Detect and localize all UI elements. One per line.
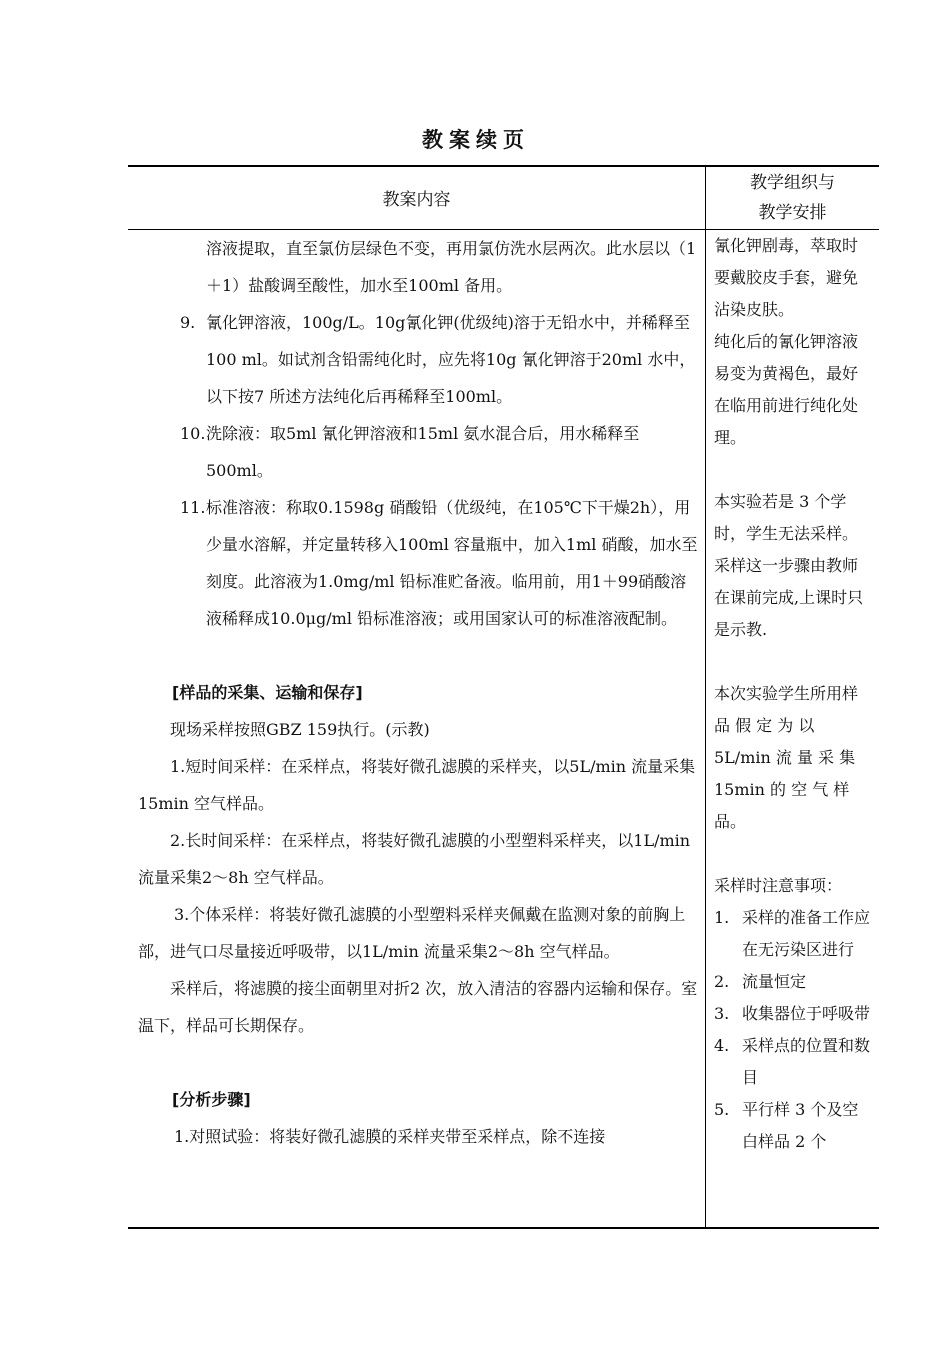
item-number: 9.: [180, 313, 196, 332]
attention-title: 采样时注意事项：: [714, 876, 843, 895]
list-item: 5. 平行样 3 个及空白样品 2 个: [714, 1100, 859, 1151]
item-text: 标准溶液：称取0.1598g 硝酸铅（优级纯，在105℃下干燥2h），用少量水溶解，并定量转移入100ml 容量瓶中，加入1ml 硝酸，加水至刻度。此溶液为1.0mg/ml 铅标准贮备液。临用前，用1＋99硝酸溶液稀释成10.0μg/ml 铅标准溶液；或用国家认可的标准溶液配制。: [206, 498, 698, 628]
list-item: 1. 采样的准备工作应在无污染区进行: [714, 908, 871, 959]
reagent-item-9: [138, 304, 698, 415]
continuation-paragraph: 溶液提取，直至氯仿层绿色不变，再用氯仿洗水层两次。此水层以（1＋1）盐酸调至酸性，加水至100ml 备用。: [206, 239, 697, 295]
page-title: 教案续页: [422, 127, 530, 152]
table-bottom-rule: [128, 1227, 879, 1229]
analysis-first-step: 1.对照试验：将装好微孔滤膜的采样夹带至采样点，除不连接: [174, 1127, 606, 1146]
lesson-content: [138, 230, 698, 1155]
content-column-header: 教案内容: [382, 190, 451, 210]
list-item: 4. 采样点的位置和数目: [714, 1036, 871, 1087]
sampling-heading: [样品的采集、运输和保存]: [172, 683, 363, 702]
item-text: 氰化钾溶液，100g/L。10g氰化钾(优级纯)溶于无铅水中，并稀释至100 ml。如试剂含铅需纯化时，应先将10g 氰化钾溶于20ml 水中，以下按7 所述方法纯化后再稀释至100ml。: [206, 313, 696, 406]
column-divider: [705, 166, 706, 1228]
sampling-personal: 3.个体采样：将装好微孔滤膜的小型塑料采样夹佩戴在监测对象的前胸上部，进气口尽量接近呼吸带，以1L/min 流量采集2～8h 空气样品。: [138, 905, 686, 961]
sampling-long-term: 2.长时间采样：在采样点，将装好微孔滤膜的小型塑料采样夹，以1L/min 流量采集2～8h 空气样品。: [138, 831, 691, 887]
list-item: 3. 收集器位于呼吸带: [714, 1004, 871, 1023]
item-number: 11.: [180, 498, 206, 517]
note-purified-solution: 纯化后的氰化钾溶液易变为黄褐色，最好在临用前进行纯化处理。: [714, 332, 859, 447]
note-sample-assumption: 本次实验学生所用样 品 假 定 为 以 5L/min 流 量 采 集 15min 的 空 气 样 品。: [714, 684, 859, 831]
reagent-item-11: [138, 489, 698, 637]
arrangement-column-header: [706, 166, 879, 229]
note-potassium-cyanide-toxic: 氰化钾剧毒，萃取时要戴胶皮手套，避免沾染皮肤。: [714, 236, 859, 319]
sampling-intro: 现场采样按照GBZ 159执行。(示教): [170, 720, 430, 739]
list-item: 2. 流量恒定: [714, 972, 807, 991]
arrangement-header-line1: 教学组织与: [750, 172, 835, 193]
note-sampling-demo: 本实验若是 3 个学时，学生无法采样。采样这一步骤由教师在课前完成,上课时只是示教.: [714, 492, 864, 639]
reagent-item-10: [138, 415, 698, 489]
teaching-arrangement: [714, 230, 872, 1158]
item-text: 洗除液：取5ml 氰化钾溶液和15ml 氨水混合后，用水稀释至500ml。: [206, 424, 640, 480]
item-number: 10.: [180, 424, 206, 443]
arrangement-header-line2: 教学安排: [758, 202, 827, 223]
sampling-short-term: 1.短时间采样：在采样点，将装好微孔滤膜的采样夹，以5L/min 流量采集15min 空气样品。: [138, 757, 696, 813]
analysis-heading: [分析步骤]: [172, 1090, 251, 1109]
attention-list: [714, 902, 872, 1158]
sampling-after: 采样后，将滤膜的接尘面朝里对折2 次，放入清洁的容器内运输和保存。室温下，样品可长期保存。: [138, 979, 698, 1035]
